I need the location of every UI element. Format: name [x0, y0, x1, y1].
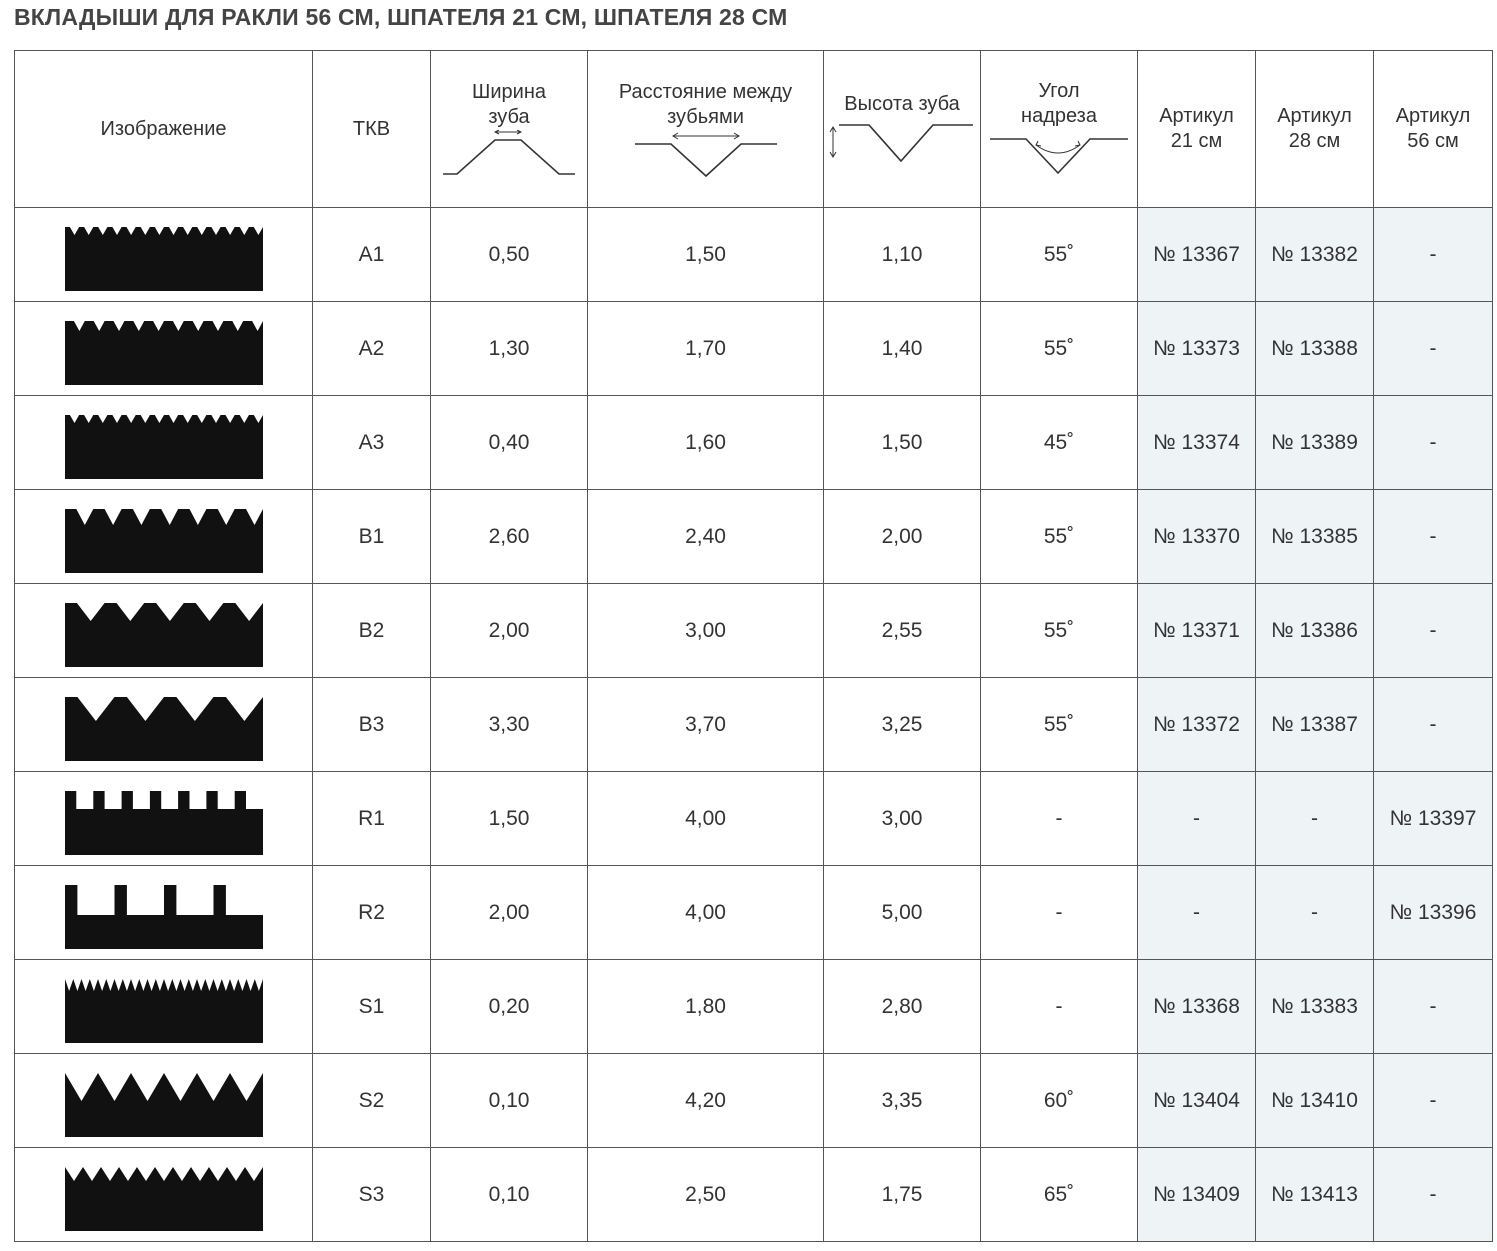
insert-profile-image: [65, 877, 263, 949]
insert-profile-image: [65, 971, 263, 1043]
cell-width: 2,00: [431, 584, 588, 678]
cell-tkv: R2: [313, 866, 431, 960]
cell-angle: 55˚: [981, 678, 1138, 772]
cell-distance: 2,50: [588, 1148, 824, 1242]
cell-distance: 2,40: [588, 490, 824, 584]
cell-image: [15, 208, 313, 302]
cell-art21: № 13367: [1138, 208, 1256, 302]
page-title: ВКЛАДЫШИ ДЛЯ РАКЛИ 56 СМ, ШПАТЕЛЯ 21 СМ, ШПАТЕЛЯ 28 СМ: [14, 4, 788, 30]
cell-art56: № 13396: [1374, 866, 1493, 960]
cell-tkv: S1: [313, 960, 431, 1054]
header-image: Изображение: [15, 51, 313, 208]
cell-width: 3,30: [431, 678, 588, 772]
insert-profile-image: [65, 1159, 263, 1231]
cell-width: 1,50: [431, 772, 588, 866]
cell-angle: 65˚: [981, 1148, 1138, 1242]
cell-art56: № 13397: [1374, 772, 1493, 866]
insert-profile-image: [65, 313, 263, 385]
cell-art56: -: [1374, 1054, 1493, 1148]
cell-tkv: B1: [313, 490, 431, 584]
header-art28-label: Артикул 28 см: [1277, 105, 1352, 152]
cell-distance: 3,70: [588, 678, 824, 772]
insert-profile-image: [65, 1065, 263, 1137]
spec-table: [14, 50, 1493, 1242]
cell-width: 2,60: [431, 490, 588, 584]
cell-angle: 55˚: [981, 490, 1138, 584]
cell-art56: -: [1374, 490, 1493, 584]
header-angle-label: Угол надреза: [1021, 80, 1097, 127]
cell-tkv: B2: [313, 584, 431, 678]
cell-height: 1,50: [824, 396, 981, 490]
header-art21: [1138, 51, 1256, 208]
header-art56: [1374, 51, 1493, 208]
cell-height: 3,35: [824, 1054, 981, 1148]
cell-width: 0,10: [431, 1148, 588, 1242]
cell-image: [15, 302, 313, 396]
header-distance-label: Расстояние между зубьями: [618, 81, 793, 128]
cell-height: 2,55: [824, 584, 981, 678]
cell-angle: -: [981, 960, 1138, 1054]
table-row: [15, 866, 1493, 960]
insert-profile-image: [65, 595, 263, 667]
table-row: [15, 678, 1493, 772]
cell-angle: 55˚: [981, 302, 1138, 396]
cell-art21: -: [1138, 866, 1256, 960]
cell-art21: № 13404: [1138, 1054, 1256, 1148]
cell-art28: № 13389: [1256, 396, 1374, 490]
cell-art28: № 13385: [1256, 490, 1374, 584]
cell-art56: -: [1374, 1148, 1493, 1242]
cell-angle: -: [981, 772, 1138, 866]
cell-tkv: A3: [313, 396, 431, 490]
table-row: [15, 302, 1493, 396]
cell-art56: -: [1374, 584, 1493, 678]
cell-height: 1,10: [824, 208, 981, 302]
cell-image: [15, 396, 313, 490]
cell-width: 0,10: [431, 1054, 588, 1148]
cell-art28: № 13382: [1256, 208, 1374, 302]
header-art28: [1256, 51, 1374, 208]
cell-height: 3,25: [824, 678, 981, 772]
cell-art21: № 13368: [1138, 960, 1256, 1054]
tooth-height-diagram-icon: [829, 117, 975, 167]
header-width: [431, 51, 588, 208]
table-row: [15, 490, 1493, 584]
cell-art21: № 13370: [1138, 490, 1256, 584]
header-art56-label: Артикул 56 см: [1395, 105, 1471, 152]
table-row: [15, 960, 1493, 1054]
cell-art28: № 13413: [1256, 1148, 1374, 1242]
cell-width: 0,50: [431, 208, 588, 302]
cell-art21: -: [1138, 772, 1256, 866]
table-row: [15, 208, 1493, 302]
cell-distance: 1,70: [588, 302, 824, 396]
cell-height: 2,80: [824, 960, 981, 1054]
cell-image: [15, 678, 313, 772]
insert-profile-image: [65, 501, 263, 573]
cell-tkv: A1: [313, 208, 431, 302]
header-row: [15, 51, 1493, 208]
cell-distance: 1,60: [588, 396, 824, 490]
table-row: [15, 1054, 1493, 1148]
cell-tkv: R1: [313, 772, 431, 866]
cell-angle: -: [981, 866, 1138, 960]
cell-tkv: S3: [313, 1148, 431, 1242]
cell-art21: № 13372: [1138, 678, 1256, 772]
cell-art56: -: [1374, 208, 1493, 302]
table-row: [15, 772, 1493, 866]
tooth-angle-diagram-icon: [986, 129, 1132, 179]
cell-angle: 60˚: [981, 1054, 1138, 1148]
cell-art21: № 13373: [1138, 302, 1256, 396]
cell-image: [15, 866, 313, 960]
tooth-distance-diagram-icon: [631, 130, 781, 178]
cell-art28: № 13383: [1256, 960, 1374, 1054]
tooth-width-diagram-icon: [439, 130, 579, 178]
cell-image: [15, 1148, 313, 1242]
cell-width: 1,30: [431, 302, 588, 396]
cell-art28: -: [1256, 772, 1374, 866]
cell-angle: 45˚: [981, 396, 1138, 490]
table-row: [15, 396, 1493, 490]
cell-image: [15, 490, 313, 584]
cell-height: 2,00: [824, 490, 981, 584]
cell-width: 0,20: [431, 960, 588, 1054]
table-row: [15, 584, 1493, 678]
cell-angle: 55˚: [981, 584, 1138, 678]
cell-tkv: A2: [313, 302, 431, 396]
insert-profile-image: [65, 407, 263, 479]
cell-height: 5,00: [824, 866, 981, 960]
cell-art56: -: [1374, 960, 1493, 1054]
cell-art21: № 13409: [1138, 1148, 1256, 1242]
header-width-label: Ширина зуба: [472, 81, 546, 128]
cell-height: 3,00: [824, 772, 981, 866]
cell-art21: № 13371: [1138, 584, 1256, 678]
cell-distance: 4,00: [588, 866, 824, 960]
cell-art21: № 13374: [1138, 396, 1256, 490]
cell-distance: 1,50: [588, 208, 824, 302]
cell-art28: № 13386: [1256, 584, 1374, 678]
table-row: [15, 1148, 1493, 1242]
header-distance: [588, 51, 824, 208]
cell-art56: -: [1374, 396, 1493, 490]
cell-tkv: S2: [313, 1054, 431, 1148]
cell-height: 1,40: [824, 302, 981, 396]
header-height-label: Высота зуба: [844, 92, 960, 115]
cell-art28: № 13388: [1256, 302, 1374, 396]
header-art21-label: Артикул 21 см: [1159, 105, 1234, 152]
header-tkv: ТКВ: [313, 51, 431, 208]
cell-distance: 3,00: [588, 584, 824, 678]
cell-art28: -: [1256, 866, 1374, 960]
cell-image: [15, 960, 313, 1054]
cell-tkv: B3: [313, 678, 431, 772]
cell-distance: 4,00: [588, 772, 824, 866]
cell-art56: -: [1374, 302, 1493, 396]
cell-distance: 4,20: [588, 1054, 824, 1148]
insert-profile-image: [65, 689, 263, 761]
cell-height: 1,75: [824, 1148, 981, 1242]
insert-profile-image: [65, 783, 263, 855]
cell-art28: № 13387: [1256, 678, 1374, 772]
cell-image: [15, 772, 313, 866]
cell-width: 0,40: [431, 396, 588, 490]
cell-distance: 1,80: [588, 960, 824, 1054]
insert-profile-image: [65, 219, 263, 291]
cell-angle: 55˚: [981, 208, 1138, 302]
cell-width: 2,00: [431, 866, 588, 960]
cell-art28: № 13410: [1256, 1054, 1374, 1148]
cell-art56: -: [1374, 678, 1493, 772]
header-height: [824, 51, 981, 208]
cell-image: [15, 1054, 313, 1148]
cell-image: [15, 584, 313, 678]
header-angle: [981, 51, 1138, 208]
